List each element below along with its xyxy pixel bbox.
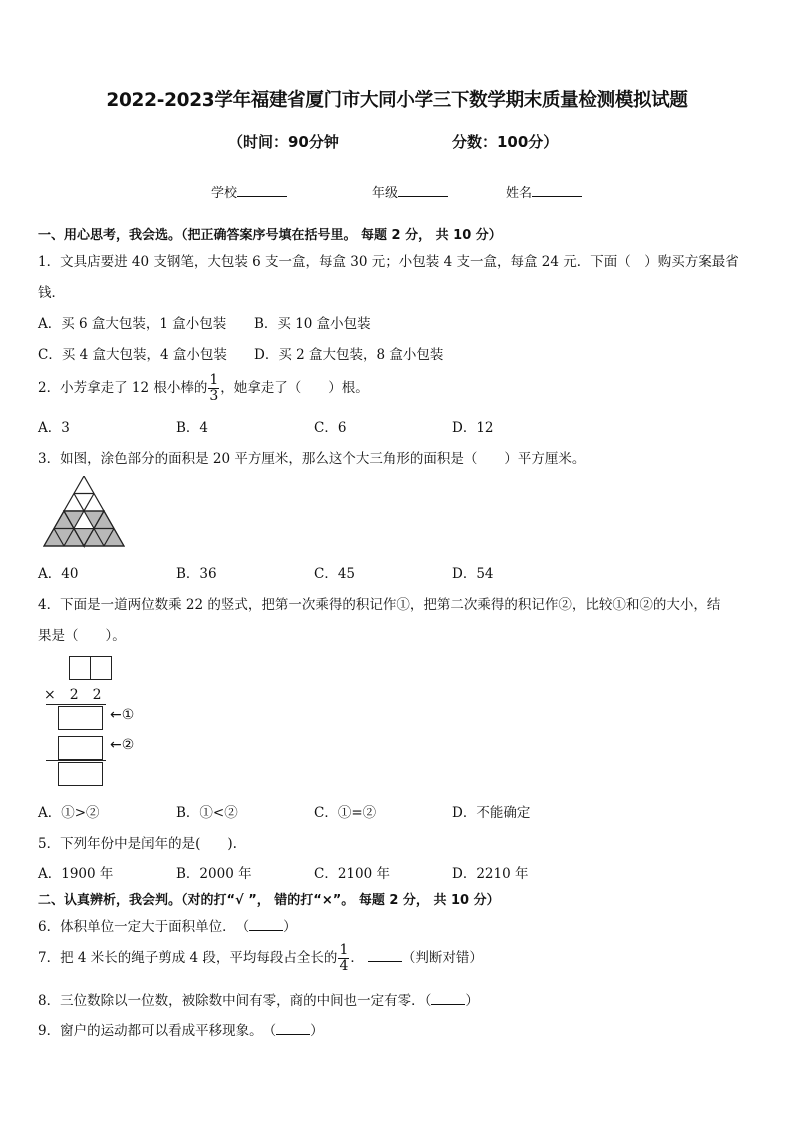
q8-close: ） — [465, 993, 479, 1009]
q4-option-d[interactable]: D．不能确定 — [452, 805, 531, 821]
q7-fraction — [338, 943, 349, 974]
q7-stem: 7．把 4 米长的绳子剪成 4 段，平均每段占全长的 — [38, 950, 338, 966]
arrow-label-1: ←① — [110, 707, 135, 723]
product-box-1[interactable] — [58, 706, 103, 730]
q5-option-d[interactable]: D．2210 年 — [452, 866, 529, 882]
school-blank[interactable] — [237, 184, 287, 197]
q7-frac-den: 4 — [339, 958, 349, 974]
q5-text: 5．下列年份中是闰年的是( ). — [38, 836, 237, 852]
page-title: 2022-2023学年福建省厦门市大同小学三下数学期末质量检测模拟试题 — [106, 90, 688, 111]
name-field — [506, 182, 582, 201]
q3-option-d[interactable]: D．54 — [452, 566, 494, 582]
q4-option-b[interactable]: B．①<② — [176, 805, 238, 821]
name-blank[interactable] — [532, 184, 582, 197]
name-label: 姓名 — [506, 186, 533, 201]
q3-text: 3．如图，涂色部分的面积是 20 平方厘米，那么这个大三角形的面积是（ ）平方厘米。 — [38, 451, 586, 467]
school-field — [211, 182, 287, 201]
q6-answer-blank[interactable] — [249, 918, 283, 931]
q5-option-b[interactable]: B．2000 年 — [176, 866, 252, 882]
q7-frac-num: 1 — [339, 942, 349, 958]
q3-option-c[interactable]: C．45 — [314, 566, 356, 582]
q3-option-a[interactable]: A．40 — [38, 566, 79, 582]
section2-heading: 二、认真辨析，我会判。（对的打“√ ”， 错的打“×”。 每题 2 分， 共 10 分） — [38, 893, 500, 908]
q1-text-line1: 1．文具店要进 40 支钢笔，大包装 6 支一盒，每盒 30 元；小包装 4 支一盒，每盒 24 元．下面（ ）购买方案最省 — [38, 254, 739, 270]
q4-option-a[interactable]: A．①>② — [38, 805, 100, 821]
q7-text — [38, 940, 483, 976]
rule-line-1 — [46, 704, 106, 705]
triangle-figure — [42, 476, 126, 548]
q7-answer-blank[interactable] — [368, 949, 402, 962]
q1-option-d[interactable]: D．买 2 盒大包装，8 盒小包装 — [254, 347, 444, 363]
q7-tail: （判断对错） — [401, 950, 483, 966]
q4-text-line2: 果是（ ）。 — [38, 628, 126, 644]
q2-fraction — [208, 373, 219, 404]
q6-close: ） — [283, 919, 297, 935]
q3-option-b[interactable]: B．36 — [176, 566, 217, 582]
product-box-2[interactable] — [58, 736, 103, 760]
q6-stem: 6．体积单位一定大于面积单位． （ — [38, 919, 250, 935]
q5-option-a[interactable]: A．1900 年 — [38, 866, 114, 882]
q8-text — [38, 989, 479, 1009]
q5-option-c[interactable]: C．2100 年 — [314, 866, 390, 882]
q4-text-line1: 4．下面是一道两位数乘 22 的竖式，把第一次乘得的积记作①，把第二次乘得的积记作②，比较①和②的大小，结 — [38, 597, 721, 613]
arrow-label-2: ←② — [110, 737, 135, 753]
q2-text — [38, 371, 369, 405]
q6-text — [38, 915, 297, 935]
q1-text-line2: 钱． — [38, 285, 65, 301]
q7-period: ． — [350, 950, 364, 966]
q8-stem: 8．三位数除以一位数，被除数中间有零，商的中间也一定有零．（ — [38, 993, 432, 1009]
q2-option-d[interactable]: D．12 — [452, 420, 494, 436]
digit-box-ones[interactable] — [90, 656, 112, 680]
vertical-multiplication — [44, 656, 164, 788]
grade-field — [372, 182, 448, 201]
digit-box-tens[interactable] — [69, 656, 91, 680]
q8-answer-blank[interactable] — [431, 992, 465, 1005]
school-label: 学校 — [211, 186, 238, 201]
q2-option-c[interactable]: C．6 — [314, 420, 347, 436]
q9-text — [38, 1019, 324, 1039]
q2-frac-den: 3 — [209, 388, 219, 404]
q1-option-c[interactable]: C．买 4 盒大包装，4 盒小包装 — [38, 347, 227, 363]
score-label: 分数：100分） — [452, 133, 559, 151]
q1-option-b[interactable]: B．买 10 盒小包装 — [254, 316, 371, 332]
final-product-box[interactable] — [58, 762, 103, 786]
grade-blank[interactable] — [398, 184, 448, 197]
time-label: （时间：90分钟 — [228, 133, 339, 151]
rule-line-2 — [46, 760, 106, 761]
q2-option-a[interactable]: A．3 — [38, 420, 70, 436]
q9-answer-blank[interactable] — [276, 1022, 310, 1035]
q2-option-b[interactable]: B．4 — [176, 420, 209, 436]
q2-frac-num: 1 — [209, 372, 219, 388]
q9-close: ） — [310, 1023, 324, 1039]
multiplier-row: × 2 2 — [44, 687, 102, 703]
q2-text-before: 2．小芳拿走了 12 根小棒的 — [38, 380, 208, 396]
section1-heading: 一、用心思考，我会选。（把正确答案序号填在括号里。 每题 2 分， 共 10 分） — [38, 228, 502, 243]
q9-stem: 9．窗户的运动都可以看成平移现象。 （ — [38, 1023, 277, 1039]
q1-option-a[interactable]: A．买 6 盒大包装，1 盒小包装 — [38, 316, 227, 332]
q2-text-after: ，她拿走了（ ）根。 — [220, 380, 369, 396]
grade-label: 年级 — [372, 186, 399, 201]
q4-option-c[interactable]: C．①=② — [314, 805, 377, 821]
